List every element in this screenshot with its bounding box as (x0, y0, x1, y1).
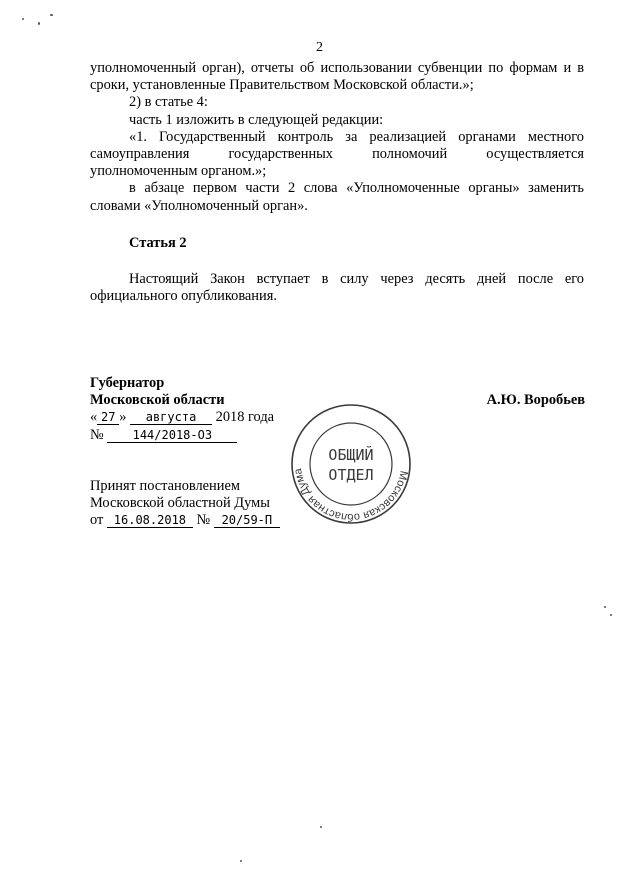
signatory-title-line2: Московской области (90, 392, 225, 409)
scan-speck (320, 826, 322, 828)
paragraph-2: 2) в статье 4: (129, 94, 208, 111)
paragraph-4: «1. Государственный контроль за реализацией органами местного самоуправления государственных полномочий осуществляется уполномоченным органом.»; (90, 128, 584, 180)
scan-speck (610, 614, 612, 616)
scan-speck (240, 860, 242, 862)
date-month: августа (130, 410, 212, 425)
accepted-line1: Принят постановлением (90, 478, 240, 494)
accepted-date-line (90, 512, 280, 529)
law-number: 144/2018-ОЗ (107, 428, 237, 443)
stamp-seal (289, 402, 413, 526)
accepted-from: от (90, 512, 104, 529)
signatory-name: А.Ю. Воробьев (486, 392, 585, 408)
main-text (90, 60, 584, 215)
signature-date-line (90, 409, 274, 426)
paragraph-1: уполномоченный орган), отчеты об использовании субвенции по формам и в сроки, установленные Правительством Московской области.»; (90, 60, 584, 94)
stamp-ring-text: Московская областная Дума (292, 467, 410, 524)
article-2-text: Настоящий Закон вступает в силу через десять дней после его официального опубликования. (90, 271, 584, 305)
paragraph-5: в абзаце первом части 2 слова «Уполномоченные органы» заменить словами «Уполномоченный орган». (90, 180, 584, 214)
accepted-number-sign: № (196, 512, 211, 529)
page-number: 2 (316, 40, 323, 55)
law-number-line (90, 427, 274, 444)
date-quote-close: » (119, 409, 127, 426)
scan-speck (22, 18, 24, 20)
accepted-block (90, 478, 280, 530)
scan-speck (50, 14, 53, 16)
date-day: 27 (97, 410, 119, 425)
article-2-body (90, 271, 584, 305)
law-number-sign: № (90, 426, 104, 443)
signatory-title-line1: Губернатор (90, 375, 165, 391)
stamp-center-line2: ОТДЕЛ (328, 466, 374, 484)
scan-speck (604, 606, 606, 608)
accepted-line2: Московской областной Думы (90, 495, 270, 512)
stamp-inner-ring (310, 423, 392, 505)
accepted-number: 20/59-П (214, 513, 280, 528)
article-2-heading: Статья 2 (129, 235, 187, 251)
date-quote-open: « (90, 409, 98, 426)
stamp-center-line1: ОБЩИЙ (328, 446, 374, 464)
paragraph-3: часть 1 изложить в следующей редакции: (129, 111, 384, 128)
signature-block (90, 375, 274, 444)
scan-speck (38, 22, 40, 25)
date-year: 2018 года (215, 409, 275, 426)
accepted-date: 16.08.2018 (107, 513, 193, 528)
